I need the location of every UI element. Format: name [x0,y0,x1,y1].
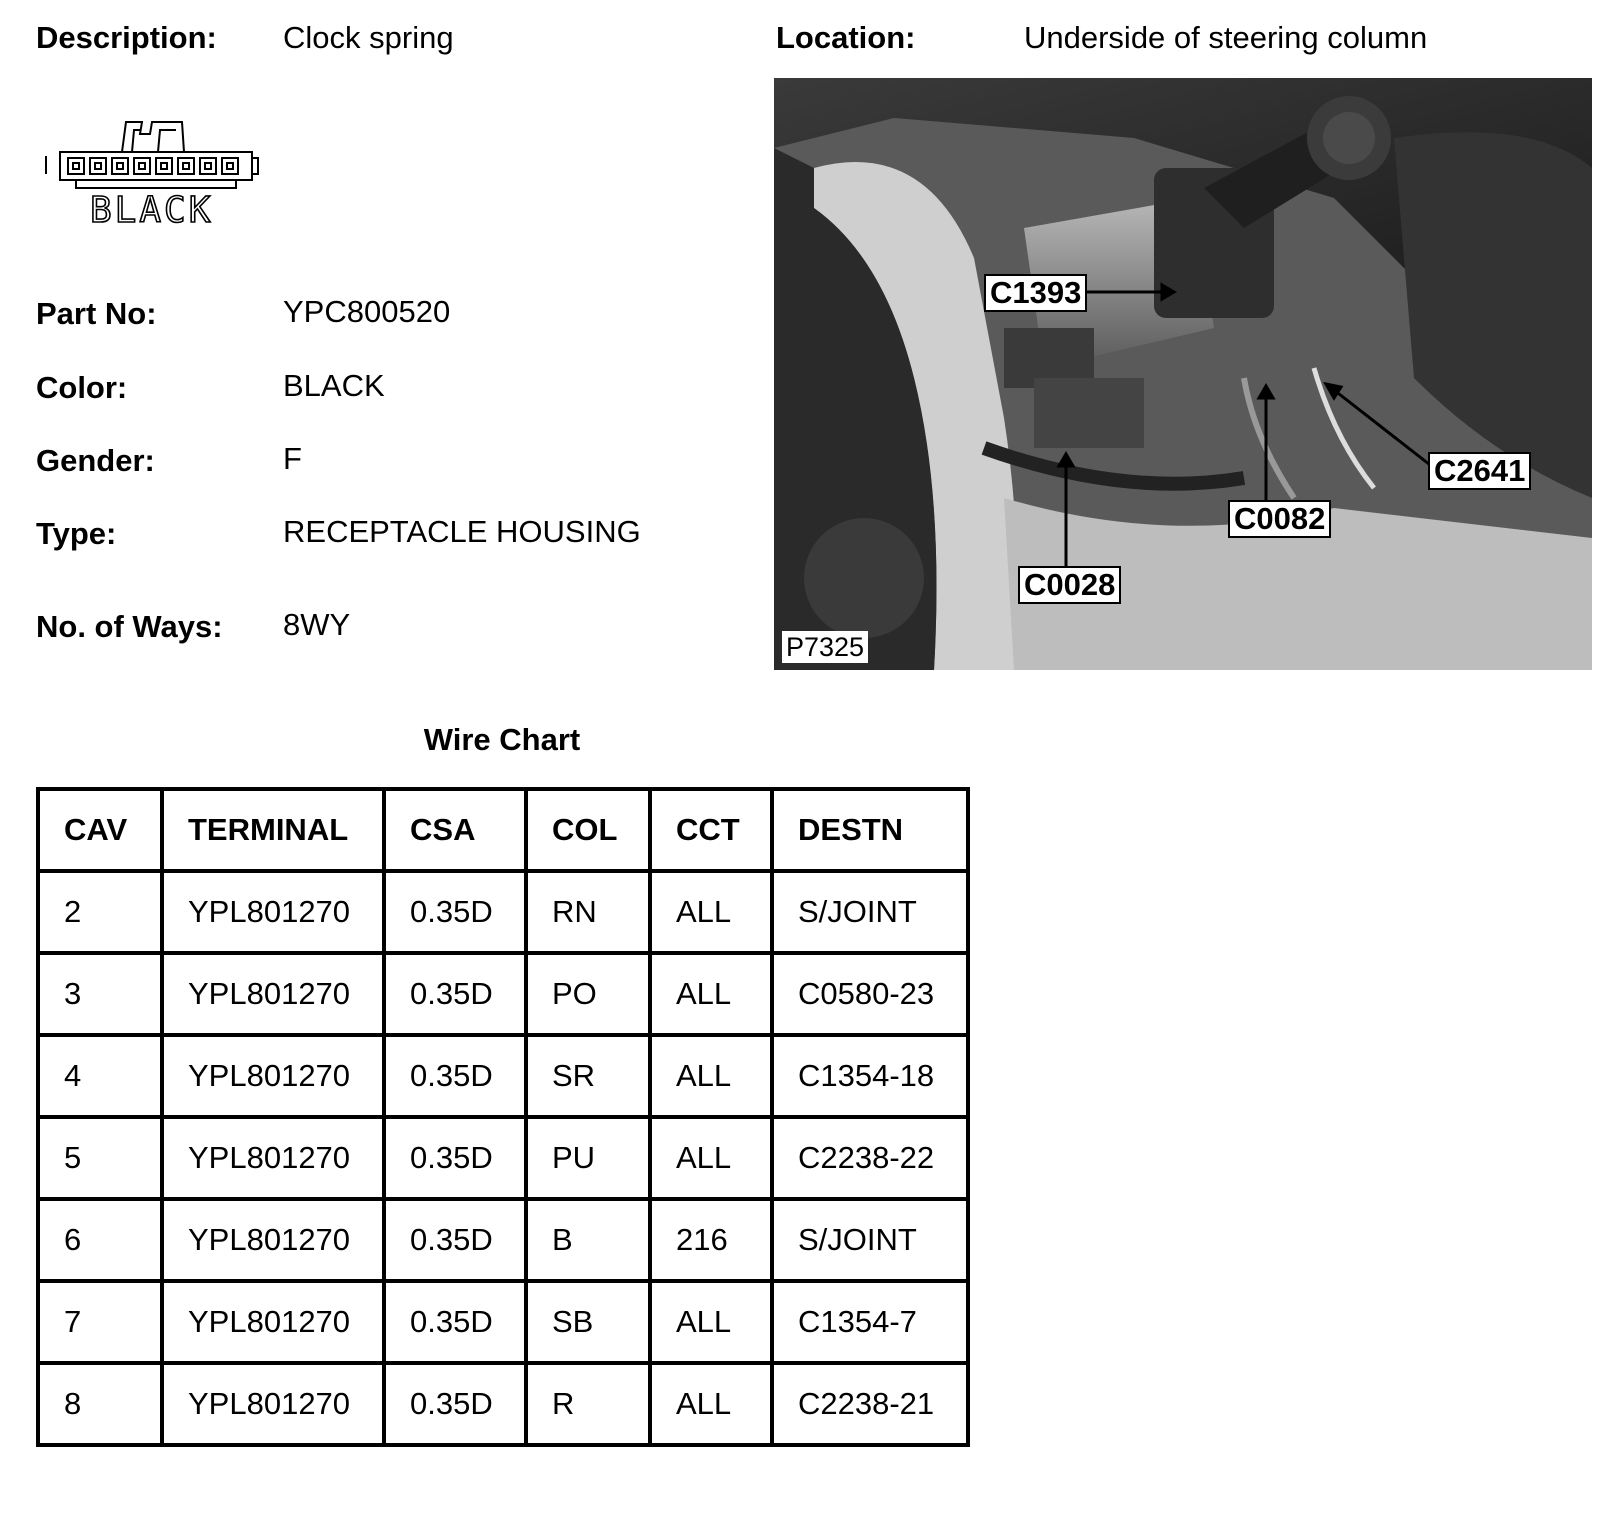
wire-chart-header-row [38,789,968,871]
connector-face-icon [40,112,270,232]
gender-label: Gender: [36,443,155,478]
connector-cavity-pin [205,163,211,169]
column-header-destn: DESTN [772,789,968,871]
location-label: Location: [776,20,916,55]
connector-cavity [222,158,238,174]
column-header-cct: CCT [650,789,772,871]
cell-cav: 7 [38,1281,162,1363]
callout-c1393: C1393 [984,274,1087,312]
connector-cavity-pin [161,163,167,169]
callout-c2641: C2641 [1428,452,1531,490]
column-header-csa: CSA [384,789,526,871]
cell-terminal: YPL801270 [162,1363,384,1445]
cell-terminal: YPL801270 [162,1117,384,1199]
color-value: BLACK [283,368,385,403]
cell-terminal: YPL801270 [162,1281,384,1363]
wire-chart-title: Wire Chart [423,722,581,757]
description-value: Clock spring [283,20,454,55]
cell-cav: 3 [38,953,162,1035]
ways-label: No. of Ways: [36,609,223,644]
table-row [38,1281,968,1363]
cell-col: SB [526,1281,650,1363]
cell-csa: 0.35D [384,871,526,953]
cell-col: SR [526,1035,650,1117]
cell-col: R [526,1363,650,1445]
cell-cav: 4 [38,1035,162,1117]
connector-cavity-pin [139,163,145,169]
connector-cavity-pin [73,163,79,169]
cell-cct: ALL [650,1117,772,1199]
cell-csa: 0.35D [384,1199,526,1281]
connector-color-text: BLACK [90,190,214,231]
connector-cavity [200,158,216,174]
cell-cav: 2 [38,871,162,953]
connector-cavity [112,158,128,174]
cell-csa: 0.35D [384,953,526,1035]
cell-col: PU [526,1117,650,1199]
cell-destn: C1354-7 [772,1281,968,1363]
cell-terminal: YPL801270 [162,1199,384,1281]
cell-destn: C2238-21 [772,1363,968,1445]
cell-terminal: YPL801270 [162,953,384,1035]
connector-cavity-pin [183,163,189,169]
cell-destn: C1354-18 [772,1035,968,1117]
cell-destn: S/JOINT [772,1199,968,1281]
type-value: RECEPTACLE HOUSING [283,514,641,549]
connector-cavity-pin [117,163,123,169]
connector-cavity [90,158,106,174]
ways-value: 8WY [283,607,351,642]
table-row [38,1363,968,1445]
cell-destn: C2238-22 [772,1117,968,1199]
type-label: Type: [36,516,117,551]
cell-cav: 8 [38,1363,162,1445]
cell-cct: ALL [650,953,772,1035]
connector-cavity-pin [95,163,101,169]
cell-col: PO [526,953,650,1035]
connector-cavity [68,158,84,174]
part-no-value: YPC800520 [283,294,451,329]
cell-csa: 0.35D [384,1281,526,1363]
column-header-terminal: TERMINAL [162,789,384,871]
cell-csa: 0.35D [384,1363,526,1445]
cell-destn: S/JOINT [772,871,968,953]
wire-chart-table [36,787,970,1447]
steering-column-illustration [774,78,1592,670]
column-header-cav: CAV [38,789,162,871]
cell-destn: C0580-23 [772,953,968,1035]
table-row [38,1199,968,1281]
color-label: Color: [36,370,128,405]
cell-cct: ALL [650,1035,772,1117]
photo-id: P7325 [782,631,868,663]
cell-cct: ALL [650,1281,772,1363]
callout-c0082: C0082 [1228,500,1331,538]
connector-cavity [178,158,194,174]
table-row [38,953,968,1035]
location-photo [774,78,1592,670]
connector-cavity-pin [227,163,233,169]
table-row [38,1117,968,1199]
cell-col: B [526,1199,650,1281]
cell-csa: 0.35D [384,1035,526,1117]
table-row [38,871,968,953]
connector-cavity [134,158,150,174]
cell-cav: 5 [38,1117,162,1199]
description-label: Description: [36,20,217,55]
cell-col: RN [526,871,650,953]
connector-cavity [156,158,172,174]
callout-c0028: C0028 [1018,566,1121,604]
gender-value: F [283,441,302,476]
cell-terminal: YPL801270 [162,1035,384,1117]
cell-cct: ALL [650,1363,772,1445]
cell-cct: 216 [650,1199,772,1281]
table-row [38,1035,968,1117]
cell-cav: 6 [38,1199,162,1281]
cell-csa: 0.35D [384,1117,526,1199]
column-header-col: COL [526,789,650,871]
part-no-label: Part No: [36,296,157,331]
cell-terminal: YPL801270 [162,871,384,953]
location-value: Underside of steering column [1024,20,1428,55]
cell-cct: ALL [650,871,772,953]
